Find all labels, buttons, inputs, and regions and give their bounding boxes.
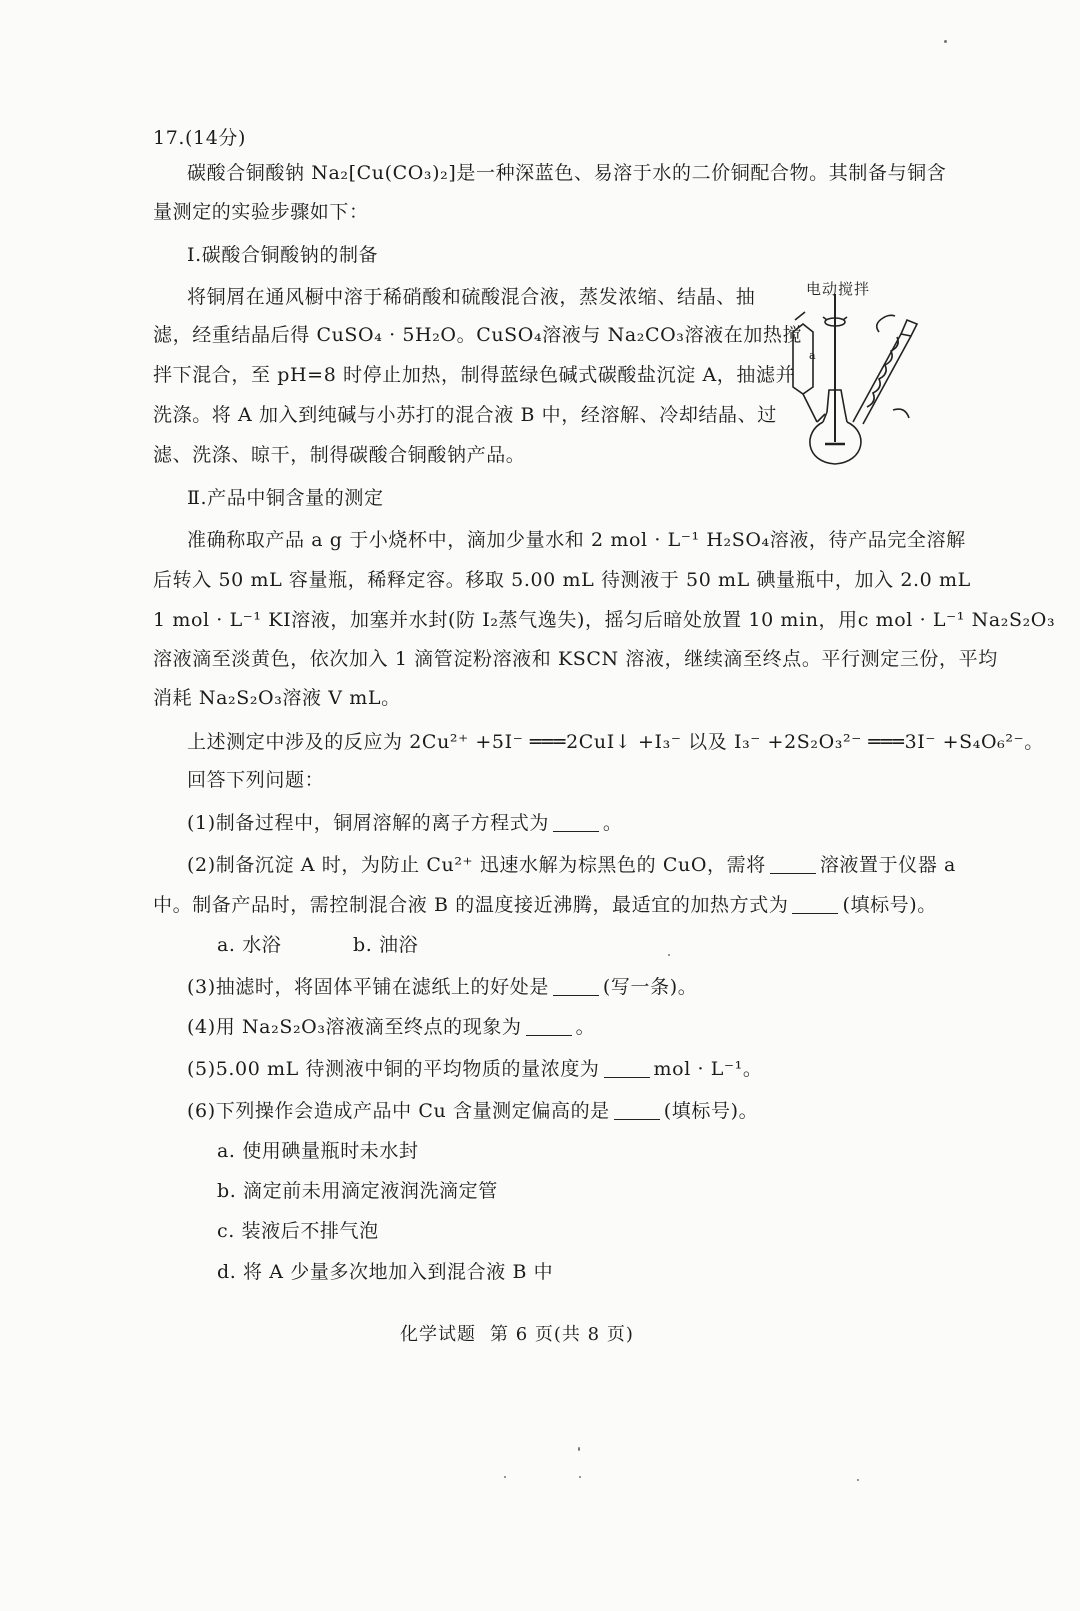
q2-option-a: a. 水浴 xyxy=(217,934,282,956)
intro-line-2: 量测定的实验步骤如下： xyxy=(153,201,369,223)
part1-line-4: 洗涤。将 A 加入到纯碱与小苏打的混合液 B 中，经溶解、冷却结晶、过 xyxy=(153,404,777,426)
q6-blank xyxy=(614,1101,660,1120)
question-4 xyxy=(187,1015,595,1039)
q1-blank xyxy=(553,813,599,832)
part2-line-1: 准确称取产品 a g 于小烧杯中，滴加少量水和 2 mol · L⁻¹ H₂SO₄溶液，待产品完全溶解 xyxy=(187,529,966,551)
reaction-line: 上述测定中涉及的反应为 2Cu²⁺ +5I⁻ ═══2CuI↓ +I₃⁻ 以及 I₃⁻ +2S₂O₃²⁻ ═══3I⁻ +S₄O₆²⁻。 xyxy=(187,731,1044,753)
question-1 xyxy=(187,811,623,835)
question-header xyxy=(153,126,246,150)
figure-marker-a: a xyxy=(809,349,816,362)
question-2-line-1 xyxy=(187,853,956,877)
part1-line-1: 将铜屑在通风橱中溶于稀硝酸和硫酸混合液，蒸发浓缩、结晶、抽 xyxy=(187,286,756,308)
answer-prompt: 回答下列问题： xyxy=(187,769,325,791)
q1-text: (1)制备过程中，铜屑溶解的离子方程式为 xyxy=(187,812,549,834)
scan-speck xyxy=(578,1447,580,1451)
figure-label: 电动搅拌 xyxy=(806,280,871,298)
q2-end-2: (填标号)。 xyxy=(842,894,937,916)
q2-blank-2 xyxy=(792,895,838,914)
apparatus-figure xyxy=(783,272,933,472)
q4-text: (4)用 Na₂S₂O₃溶液滴至终点的现象为 xyxy=(187,1016,522,1038)
question-3 xyxy=(187,975,697,999)
q5-blank xyxy=(604,1059,650,1078)
q6-option-a: a. 使用碘量瓶时未水封 xyxy=(217,1140,419,1162)
page-footer xyxy=(400,1320,648,1346)
question-number: 17. xyxy=(153,127,186,149)
footer-page: 第 6 页(共 8 页) xyxy=(490,1324,634,1345)
question-5 xyxy=(187,1057,762,1081)
q5-end: mol · L⁻¹。 xyxy=(653,1058,763,1080)
q6-end: (填标号)。 xyxy=(663,1100,759,1122)
q5-text: (5)5.00 mL 待测液中铜的平均物质的量浓度为 xyxy=(187,1058,600,1080)
q2-end-1: 溶液置于仪器 a xyxy=(819,854,956,876)
part2-title: Ⅱ.产品中铜含量的测定 xyxy=(187,487,384,509)
scan-speck xyxy=(579,1476,581,1478)
scan-speck xyxy=(944,40,947,43)
q3-blank xyxy=(553,977,599,996)
q6-option-c: c. 装液后不排气泡 xyxy=(217,1220,379,1242)
part2-line-2: 后转入 50 mL 容量瓶，稀释定容。移取 5.00 mL 待测液于 50 mL 碘量瓶中，加入 2.0 mL xyxy=(153,569,971,591)
q6-option-d: d. 将 A 少量多次地加入到混合液 B 中 xyxy=(217,1261,554,1283)
question-score: (14分) xyxy=(185,127,247,149)
part1-line-2: 滤，经重结晶后得 CuSO₄ · 5H₂O。CuSO₄溶液与 Na₂CO₃溶液在加热搅 xyxy=(153,324,803,346)
part2-line-3: 1 mol · L⁻¹ KI溶液，加塞并水封(防 I₂蒸气逸失)，摇匀后暗处放置 10 min，用c mol · L⁻¹ Na₂S₂O₃ xyxy=(153,609,1056,631)
question-2-line-2 xyxy=(153,893,937,917)
q4-blank xyxy=(526,1017,572,1036)
q6-text: (6)下列操作会造成产品中 Cu 含量测定偏高的是 xyxy=(187,1100,610,1122)
q2-text-2: 中。制备产品时，需控制混合液 B 的温度接近沸腾，最适宜的加热方式为 xyxy=(153,894,789,916)
q2-text-1: (2)制备沉淀 A 时，为防止 Cu²⁺ 迅速水解为棕黑色的 CuO，需将 xyxy=(187,854,766,876)
footer-subject: 化学试题 xyxy=(400,1324,476,1345)
q1-end: 。 xyxy=(602,812,623,834)
part1-title: Ⅰ.碳酸合铜酸钠的制备 xyxy=(187,244,379,266)
q3-text: (3)抽滤时，将固体平铺在滤纸上的好处是 xyxy=(187,976,549,998)
scan-speck xyxy=(504,1476,506,1478)
part2-line-4: 溶液滴至淡黄色，依次加入 1 滴管淀粉溶液和 KSCN 溶液，继续滴至终点。平行测定三份，平均 xyxy=(153,648,998,670)
question-6 xyxy=(187,1099,758,1123)
scan-speck xyxy=(857,1479,859,1481)
q3-end: (写一条)。 xyxy=(602,976,698,998)
intro-line-1: 碳酸合铜酸钠 Na₂[Cu(CO₃)₂]是一种深蓝色、易溶于水的二价铜配合物。其制备与铜含 xyxy=(187,162,947,184)
q2-blank-1 xyxy=(770,855,816,874)
part1-line-3: 拌下混合，至 pH=8 时停止加热，制得蓝绿色碱式碳酸盐沉淀 A，抽滤并 xyxy=(153,364,796,386)
q6-option-b: b. 滴定前未用滴定液润洗滴定管 xyxy=(217,1180,498,1202)
q2-option-b: b. 油浴 xyxy=(353,934,419,956)
part1-line-5: 滤、洗涤、晾干，制得碳酸合铜酸钠产品。 xyxy=(153,444,526,466)
scan-speck xyxy=(668,954,670,956)
part2-line-5: 消耗 Na₂S₂O₃溶液 V mL。 xyxy=(153,687,401,709)
q4-end: 。 xyxy=(575,1016,596,1038)
